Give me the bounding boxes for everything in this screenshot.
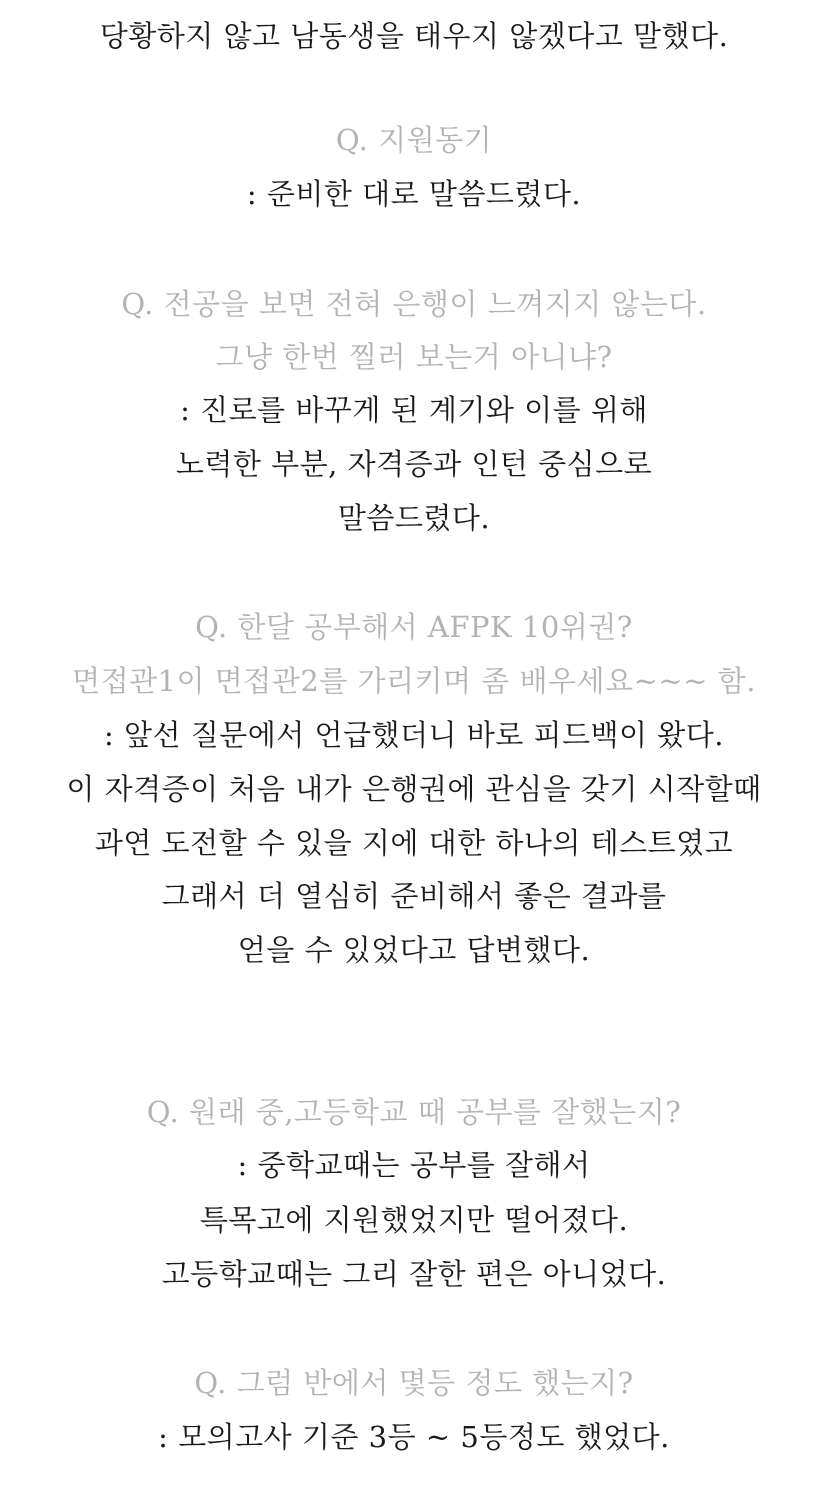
question-line: 그냥 한번 찔러 보는거 아니냐? (215, 340, 613, 374)
answer-line: 이 자격증이 처음 내가 은행권에 관심을 갖기 시작할때 (66, 772, 762, 806)
answer-line: : 준비한 대로 말씀드렸다. (246, 177, 582, 211)
question-line: Q. 원래 중,고등학교 때 공부를 잘했는지? (146, 1095, 682, 1129)
answer-line: 그래서 더 열심히 준비해서 좋은 결과를 (161, 879, 667, 913)
answer-line: 과연 도전할 수 있을 지에 대한 하나의 테스트였고 (94, 826, 734, 860)
answer-line: 노력한 부분, 자격증과 인턴 중심으로 (175, 447, 653, 481)
answer-line: 얻을 수 있었다고 답변했다. (237, 933, 591, 967)
question-line: Q. 한달 공부해서 AFPK 10위권? (195, 610, 633, 644)
question-line: Q. 지원동기 (335, 123, 493, 157)
answer-line: : 중학교때는 공부를 잘해서 (237, 1148, 591, 1182)
answer-line: 특목고에 지원했었지만 떨어졌다. (199, 1203, 629, 1237)
answer-line: 말씀드렸다. (337, 501, 491, 535)
question-line: Q. 그럼 반에서 몇등 정도 했는지? (194, 1366, 634, 1400)
answer-line: 당황하지 않고 남동생을 태우지 않겠다고 말했다. (99, 19, 729, 53)
answer-line: : 진로를 바꾸게 된 계기와 이를 위해 (180, 393, 648, 427)
question-line: 면접관1이 면접관2를 가리키며 좀 배우세요~~~ 함. (72, 664, 756, 698)
answer-line: 고등학교때는 그리 잘한 편은 아니었다. (161, 1257, 667, 1291)
question-line: Q. 전공을 보면 전혀 은행이 느껴지지 않는다. (121, 287, 707, 321)
answer-line: : 앞선 질문에서 언급했더니 바로 피드백이 왔다. (103, 718, 725, 752)
answer-line: : 모의고사 기준 3등 ~ 5등정도 했었다. (158, 1420, 670, 1454)
